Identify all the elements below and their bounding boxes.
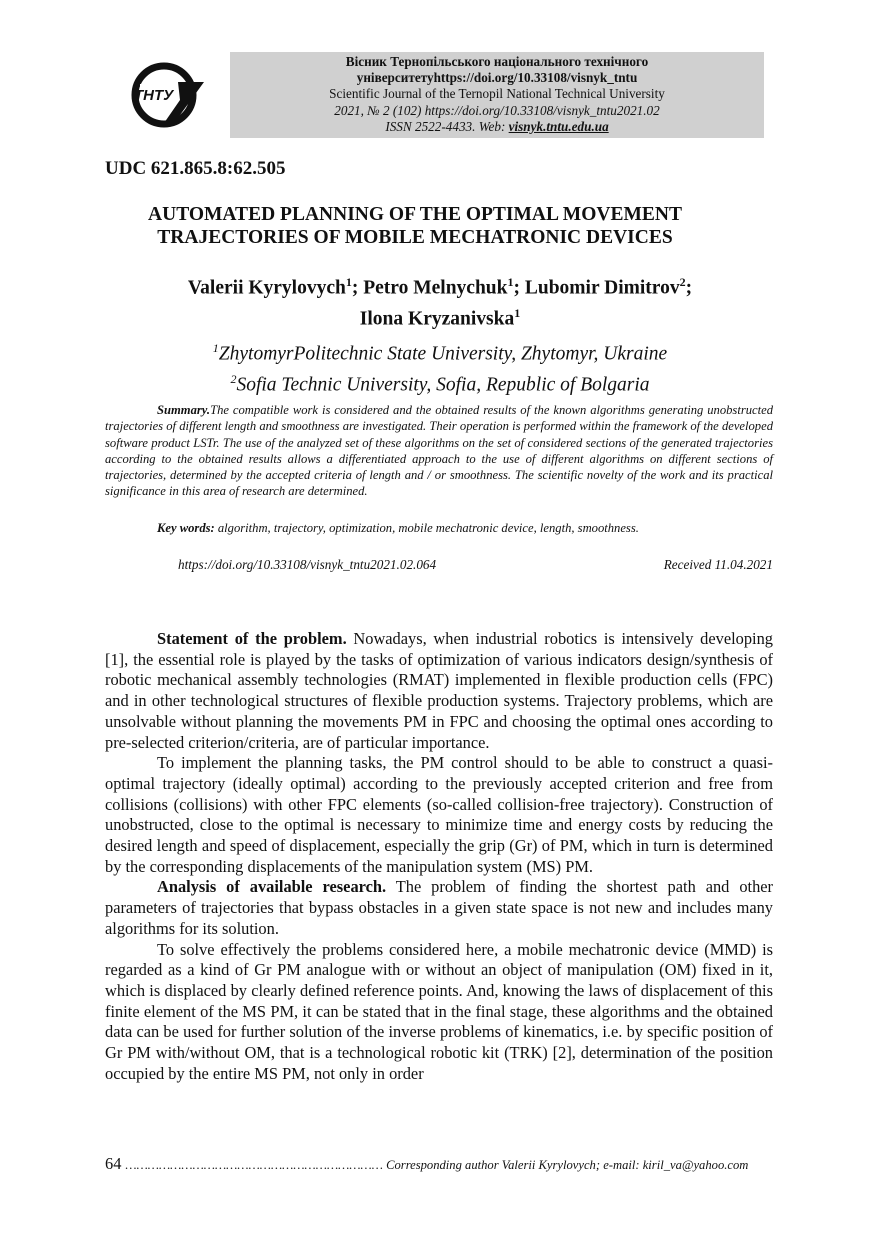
- author-2-sup: 1: [507, 275, 514, 289]
- paragraph-text: To implement the planning tasks, the PM control should to be able to construct a quasi-optimal trajectory (ideally optimal) according to the previously accepted criterion and free from collisions (collisions) with other FPC elements (so-called collision-free trajectory). Construction of unobstructed, close to the optimal is necessary to minimize time and energy costs by reducing the desired length and speed of displacement, especially the grip (Gr) of PM, which in turn is determined by the corresponding displacements of the manipulation system (MS) PM.: [105, 753, 773, 876]
- header-line-1: Вісник Тернопільського національного технічного: [345, 54, 649, 69]
- header-line-3: Scientific Journal of the Ternopil National Technical University: [329, 86, 665, 102]
- author-3-tail: ;: [685, 277, 693, 299]
- paragraph: [105, 629, 773, 753]
- authors: [90, 270, 790, 331]
- paragraph: [105, 753, 773, 877]
- paragraph-text: To solve effectively the problems considered here, a mobile mechatronic device (MMD) is regarded as a kind of Gr PM analogue with or without an object of manipulation (OM) fixed in it, which is displaced by clearly defined reference points. And, knowing the laws of displacement of this finite element of the MS PM, it can be stated that in the final stage, these algorithms and the obtained data can be used for further solution of the inverse problems of kinematics, i.e. by specific position of Gr PM with/without OM, that is a technological robotic kit (TRK) [2], determination of the position occupied by the entire MS PM, not only in order: [105, 939, 773, 1083]
- title-line-2: TRAJECTORIES OF MOBILE MECHATRONIC DEVICES: [157, 227, 673, 248]
- paragraph: [105, 940, 773, 1085]
- received-date: Received 11.04.2021: [663, 557, 773, 572]
- paper-title: [90, 203, 740, 249]
- footer-dots: ……………………………………………………………: [125, 1158, 387, 1172]
- journal-logo: [128, 60, 208, 130]
- summary-text: The compatible work is considered and the obtained results of the known algorithms generating unobstructed trajectories of different length and smoothness are investigated. Their operation is performed within the framework of the developed software product LSTr. The use of the analyzed set of these algorithms on the set of considered sections of the generated trajectories according to the obtained results allows a differentiated approach to the use of different algorithms on different sections of trajectories, determined by the accepted criteria of length and / or smoothness. The scientific novelty of the work and its practical significance in this area of research are determined.: [105, 403, 773, 499]
- paragraph-text: Nowadays, when industrial robotics is intensively developing [1], the essential role is played by the tasks of optimization of various indicators design/synthesis of robotic mechanical assembly technologies (RMAT) implemented in flexible production cells (FPC) and in other technological structures of flexible production systems. Trajectory problems, which are unsolvable without planning the movements PM in FPC and choosing the optimal ones according to pre-selected criterion/criteria, are of particular importance.: [105, 629, 773, 752]
- keywords-label: Key words:: [157, 521, 215, 535]
- affiliations: [90, 336, 790, 397]
- page-footer: [105, 1154, 773, 1174]
- doi-link[interactable]: https://doi.org/10.33108/visnyk_tntu2021.02.064: [178, 557, 437, 572]
- section-heading: Statement of the problem.: [157, 629, 347, 648]
- journal-web-link[interactable]: visnyk.tntu.edu.ua: [508, 118, 609, 134]
- affil-1: ZhytomyrPolitechnic State University, Zhytomyr, Ukraine: [218, 343, 668, 365]
- corresponding-author: Corresponding author Valerii Kyrylovych; e-mail: kiril_va@yahoo.com: [386, 1158, 749, 1172]
- body-text: [105, 629, 773, 1084]
- keywords-text: algorithm, trajectory, optimization, mobile mechatronic device, length, smoothness.: [214, 521, 639, 535]
- journal-header: [230, 52, 764, 138]
- affil-2: Sofia Technic University, Sofia, Republic of Bolgaria: [236, 374, 650, 395]
- author-2: ; Petro Melnychuk: [351, 277, 508, 299]
- author-3-sup: 2: [679, 275, 686, 289]
- title-line-1: AUTOMATED PLANNING OF THE OPTIMAL MOVEMENT: [148, 204, 682, 225]
- summary-label: Summary.: [157, 403, 211, 417]
- page-number: 64: [105, 1154, 122, 1173]
- logo-text: ТНТУ: [134, 87, 174, 104]
- paragraph-text: The problem of finding the shortest path and other parameters of trajectories that bypass obstacles in a given state space is not new and includes many algorithms for its solution.: [105, 877, 774, 938]
- udc-code: UDC 621.865.8:62.505: [105, 158, 286, 179]
- paragraph: [105, 877, 773, 939]
- section-heading: Analysis of available research.: [157, 877, 387, 897]
- author-4-sup: 1: [514, 305, 521, 320]
- header-line-2: університетуhttps://doi.org/10.33108/visnyk_tntu: [356, 70, 638, 86]
- summary: [105, 402, 773, 500]
- affil-1-sup: 1: [212, 341, 219, 355]
- author-4: Ilona Kryzanivska: [359, 308, 515, 329]
- author-1-sup: 1: [345, 275, 352, 289]
- issn-text: ISSN 2522-4433. Web:: [385, 118, 509, 134]
- header-line-4: 2021, № 2 (102) https://doi.org/10.33108/visnyk_tntu2021.02: [334, 102, 660, 118]
- header-line-5: [230, 119, 764, 135]
- author-1: Valerii Kyrylovych: [187, 277, 346, 299]
- keywords: [157, 521, 639, 536]
- author-3: ; Lubomir Dimitrov: [513, 277, 680, 299]
- affil-2-sup: 2: [230, 371, 237, 386]
